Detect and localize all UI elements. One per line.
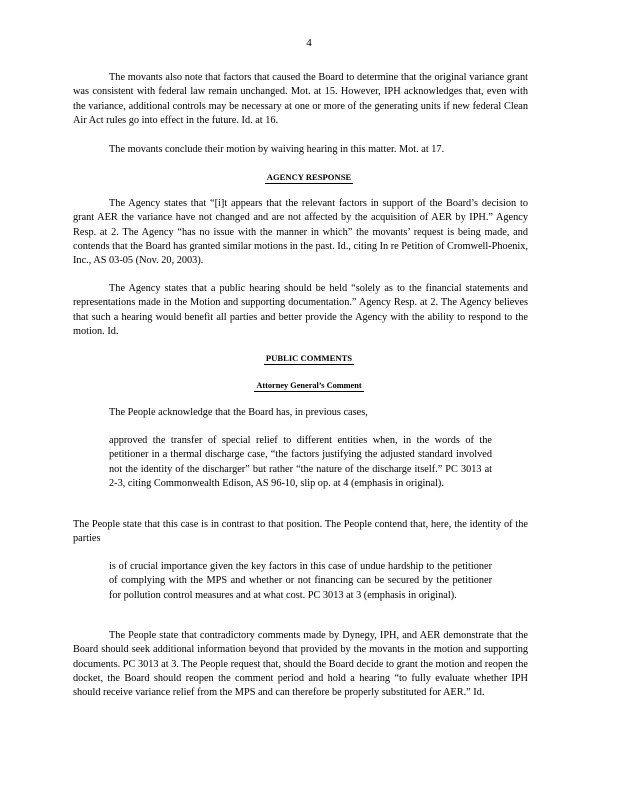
people-paragraph-1 [73,406,528,420]
quote-text: is of crucial importance given the key factors in this case of undue hardship to the petitioner of complying with the MPS and whether or not financing can be secured by the petitioner for pollution control measures and at what cost. PC 3013 at 3 (emphasis in original). [109,561,492,601]
people-paragraph-2 [73,518,528,547]
paragraph-text: The People state that this case is in contrast to that position. The People contend that, here, the identity of the parties [73,519,528,545]
quote-text: approved the transfer of special relief to different entities when, in the words of the petitioner in a thermal discharge case, “the factors justifying the adjusted standard involved not the identity of the discharger” but rather “the nature of the discharge itself.” PC 3013 at 2-3, citing Commonwealth Edison, AS 96-10, slip op. at 4 (emphasis in original). [109,435,492,489]
public-comments-heading [0,353,618,364]
paragraph-text: The People acknowledge that the Board has, in previous cases, [109,407,368,418]
paragraph-text: The movants conclude their motion by waiving hearing in this matter. Mot. at 17. [109,144,445,155]
agency-paragraph-1 [73,197,528,268]
people-paragraph-3 [73,629,528,700]
paragraph-text: The Agency states that a public hearing should be held “solely as to the financial statements and representations made in the Motion and supporting documentation.” Agency Resp. at 2. The Agency believes that such a hearing would benefit all parties and better provide the Agency with the ability to respond to the motion. Id. [73,283,528,337]
heading-text: PUBLIC COMMENTS [265,353,353,363]
paragraph-text: The Agency states that “[i]t appears that the relevant factors in support of the Board’s decision to grant AER the variance have not changed and are not affected by the acquisition of AER by IPH.” Agency Resp. at 2. The Agency “has no issue with the manner in which” the movants’ request is being made, and contends that the Board has granted similar motions in the past. Id., citing In re Petition of Cromwell-Phoenix, Inc., AS 03-05 (Nov. 20, 2003). [73,198,528,267]
agency-paragraph-2 [73,282,528,339]
agency-response-heading [0,172,618,183]
paragraph-text: The People state that contradictory comments made by Dynegy, IPH, and AER demonstrate that the Board should seek additional information beyond that provided by the movants in the motion and supporting documents. PC 3013 at 3. The People request that, should the Board decide to grant the motion and reopen the docket, the Board should reopen the comment period and hold a hearing “to fully evaluate whether IPH should receive variance relief from the MPS and can therefore be properly substituted for AER.” Id. [73,630,528,699]
paragraph-text: The movants also note that factors that caused the Board to determine that the original variance grant was consistent with federal law remain unchanged. Mot. at 15. However, IPH acknowledges that, even with the variance, additional controls may be necessary at one or more of the generating units if new federal Clean Air Act rules go into effect in the future. Id. at 16. [73,72,528,126]
subheading-text: Attorney General’s Comment [256,381,362,390]
block-quote-2 [109,560,492,603]
movants-paragraph-2 [73,143,528,157]
attorney-general-comment-subheading [0,380,618,391]
heading-text: AGENCY RESPONSE [266,172,352,182]
movants-paragraph-1 [73,71,528,128]
block-quote-1 [109,434,492,491]
page-number: 4 [306,37,312,49]
